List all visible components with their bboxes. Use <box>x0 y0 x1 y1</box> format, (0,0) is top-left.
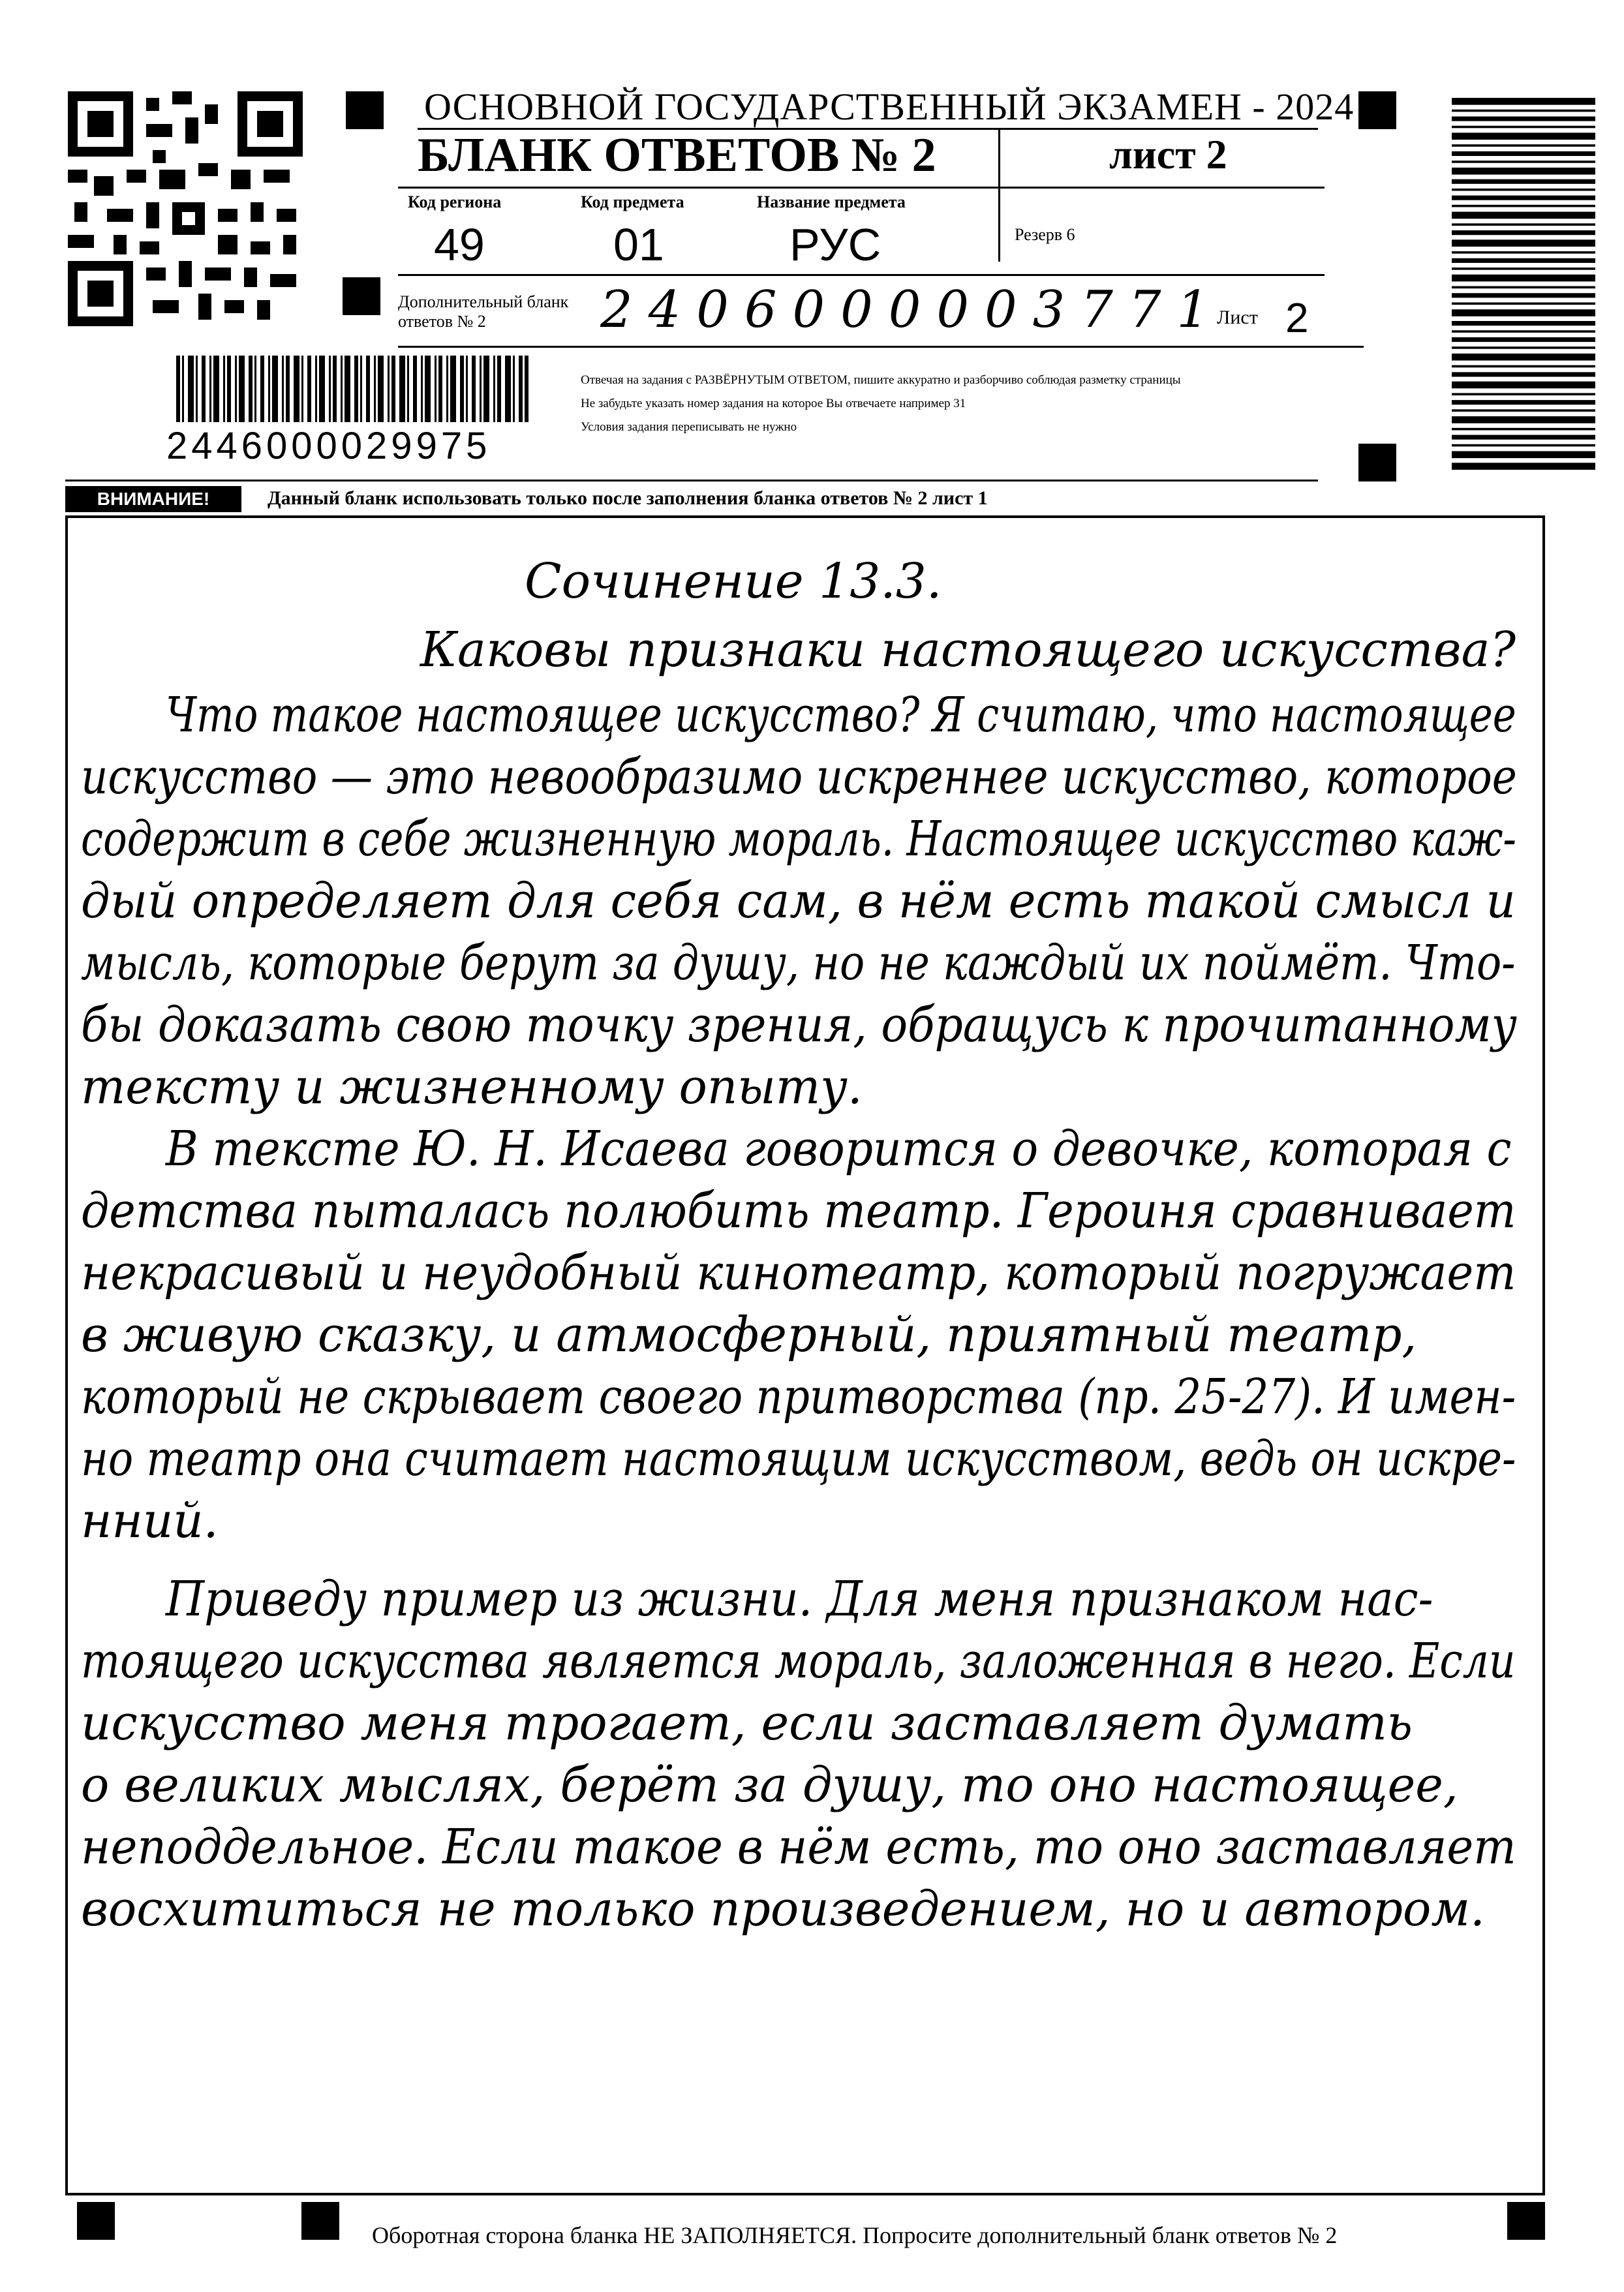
form-title: БЛАНК ОТВЕТОВ № 2 <box>418 129 936 182</box>
reserve-label: Резерв 6 <box>1015 225 1075 244</box>
divider <box>998 128 1000 262</box>
divider <box>398 187 1325 189</box>
essay-line: в живую сказку, и атмосферный, приятный театр, <box>81 1307 1417 1363</box>
region-code-value: 49 <box>434 219 485 270</box>
list-value: 2 <box>1285 294 1309 341</box>
essay-line: Что такое настоящее искусство? Я считаю, что настоящее <box>166 687 1516 743</box>
attention-text: Данный бланк использовать только после заполнения бланка ответов № 2 лист 1 <box>268 487 988 509</box>
essay-line: тоящего искусства является мораль, заложенная в него. Если <box>81 1633 1516 1689</box>
essay-text-area <box>68 518 1542 2193</box>
divider <box>398 274 1325 276</box>
essay-line: искусство — это невообразимо искреннее искусство, которое <box>81 749 1517 805</box>
essay-line: нний. <box>81 1493 219 1549</box>
registration-mark <box>301 2202 339 2240</box>
list-label: Лист <box>1217 307 1258 328</box>
essay-line: содержит в себе жизненную мораль. Настоящее искусство каж- <box>81 811 1516 867</box>
essay-line: тексту и жизненному опыту. <box>81 1059 863 1115</box>
qr-code <box>68 91 303 326</box>
attention-badge: ВНИМАНИЕ! <box>65 486 241 512</box>
essay-question: Каковы признаки настоящего искусства? <box>420 622 1516 678</box>
footer-note: Оборотная сторона бланка НЕ ЗАПОЛНЯЕТСЯ. Попросите дополнительный бланк ответов № 2 <box>372 2222 1338 2248</box>
instruction-line: Условия задания переписывать не нужно <box>581 420 797 434</box>
extra-form-label: Дополнительный бланк ответов № 2 <box>398 292 569 331</box>
subject-code-value: 01 <box>613 219 664 270</box>
subject-code-label: Код предмета <box>581 192 684 211</box>
registration-mark <box>1358 91 1396 129</box>
essay-line: дый определяет для себя сам, в нём есть такой смысл и <box>81 873 1516 929</box>
divider <box>398 346 1364 348</box>
exam-title: ОСНОВНОЙ ГОСУДАРСТВЕННЫЙ ЭКЗАМЕН - 2024 <box>424 85 1355 128</box>
extra-form-number: 2406000003771 <box>600 281 1225 339</box>
subject-name-label: Название предмета <box>757 192 906 211</box>
subject-name-value: РУС <box>789 219 881 270</box>
sheet-label: лист 2 <box>1109 131 1227 177</box>
region-code-label: Код региона <box>408 192 502 211</box>
instruction-line: Не забудьте указать номер задания на которое Вы отвечаете например 31 <box>581 397 966 410</box>
essay-line: но театр она считает настоящим искусством, ведь он искре- <box>81 1431 1516 1487</box>
registration-mark <box>77 2202 115 2240</box>
registration-mark <box>343 277 380 315</box>
essay-line: некрасивый и неудобный кинотеатр, который погружает <box>81 1245 1516 1301</box>
essay-line: бы доказать свою точку зрения, обращусь к прочитанному <box>81 997 1517 1053</box>
essay-line: мысль, которые берут за душу, но не каждый их поймёт. Что- <box>81 935 1516 991</box>
registration-mark <box>1507 2202 1545 2240</box>
essay-line: неподдельное. Если такое в нём есть, то оно заставляет <box>81 1819 1516 1875</box>
essay-line: о великих мыслях, берёт за душу, то оно настоящее, <box>81 1757 1458 1813</box>
essay-line: искусство меня трогает, если заставляет думать <box>81 1695 1413 1751</box>
vertical-barcode <box>1452 98 1595 470</box>
registration-mark <box>1358 444 1396 481</box>
divider <box>65 480 1318 481</box>
essay-line: В тексте Ю. Н. Исаева говорится о девочке, которая с <box>166 1121 1512 1177</box>
instruction-line: Отвечая на задания с РАЗВЁРНУТЫМ ОТВЕТОМ, пишите аккуратно и разборчиво соблюдая разметку страницы <box>581 373 1181 387</box>
essay-line: который не скрывает своего притворства (пр. 25-27). И имен- <box>81 1369 1516 1425</box>
registration-mark <box>346 91 384 129</box>
essay-heading: Сочинение 13.3. <box>525 553 942 609</box>
essay-line: детства пыталась полюбить театр. Героиня сравнивает <box>81 1183 1516 1239</box>
essay-line: Приведу пример из жизни. Для меня признаком нас- <box>166 1571 1433 1627</box>
essay-line: восхититься не только произведением, но и автором. <box>81 1881 1485 1937</box>
barcode-number: 2446000029975 <box>166 425 491 467</box>
